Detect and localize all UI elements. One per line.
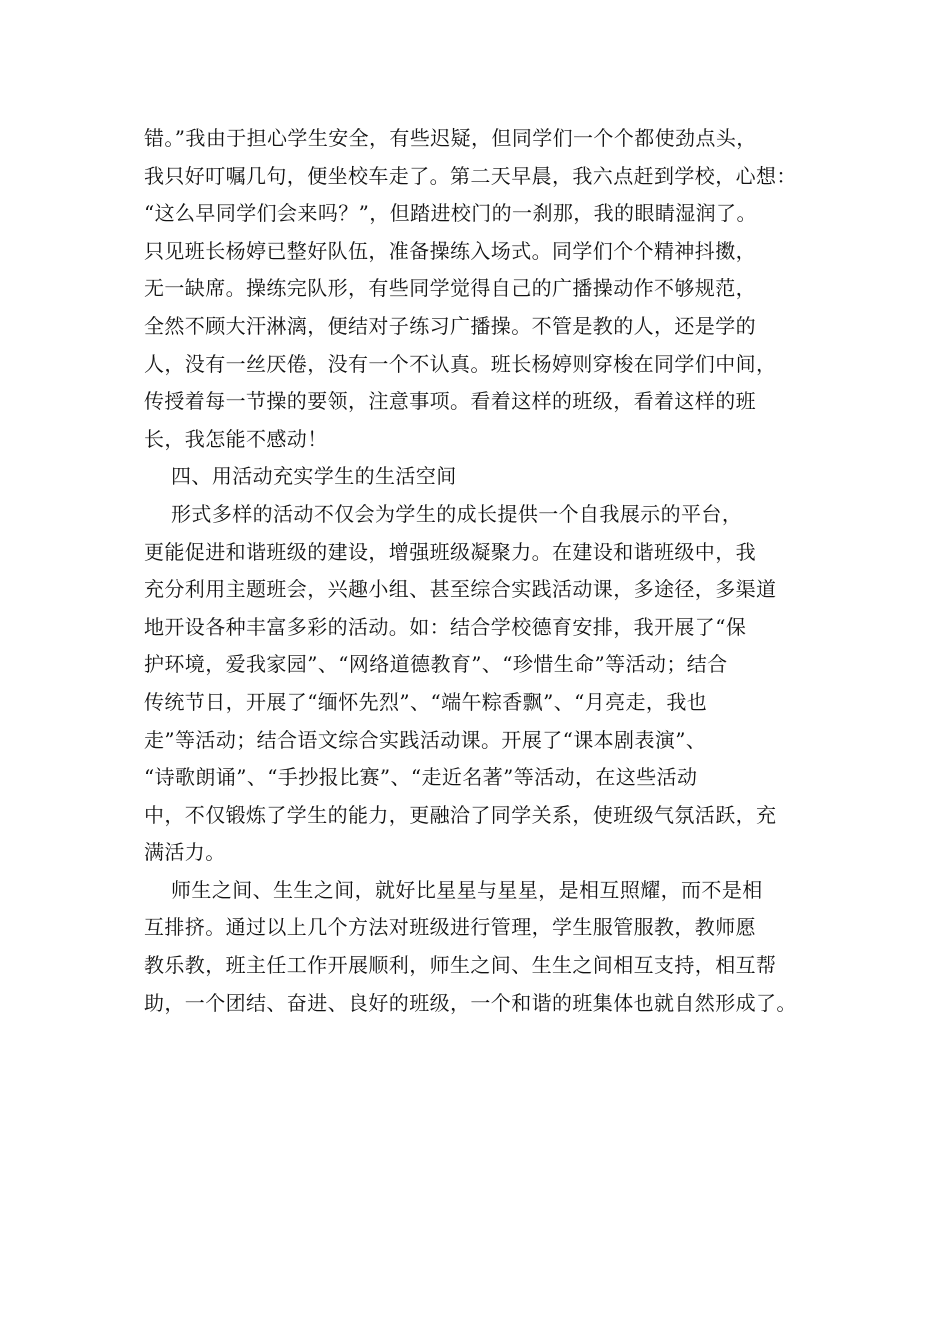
text-line: 长，我怎能不感动！: [144, 426, 328, 451]
text-line: 形式多样的活动不仅会为学生的成长提供一个自我展示的平台，: [144, 501, 743, 526]
text-line: “诗歌朗诵”、“手抄报比赛”、“走近名著”等活动，在这些活动: [144, 765, 698, 790]
text-line: 传统节日，开展了“缅怀先烈”、“端午粽香飘”、“月亮走，我也: [144, 689, 708, 714]
text-line: 护环境，爱我家园”、“网络道德教育”、“珍惜生命”等活动；结合: [144, 652, 728, 677]
text-line: 师生之间、生生之间，就好比星星与星星，是相互照耀，而不是相: [144, 877, 763, 902]
text-line: 教乐教，班主任工作开展顺利，师生之间、生生之间相互支持，相互帮: [144, 953, 777, 978]
text-line: 充分利用主题班会，兴趣小组、甚至综合实践活动课，多途径，多渠道: [144, 577, 777, 602]
text-line: 中，不仅锻炼了学生的能力，更融洽了同学关系，使班级气氛活跃，充: [144, 802, 777, 827]
text-line: 走”等活动；结合语文综合实践活动课。开展了“课本剧表演”、: [144, 727, 707, 752]
text-line: 满活力。: [144, 840, 226, 865]
text-line: 无一缺席。操练完队形，有些同学觉得自己的广播操动作不够规范，: [144, 276, 756, 301]
text-line: 互排挤。通过以上几个方法对班级进行管理，学生服管服教，教师愿: [144, 915, 756, 940]
text-line: 错。”我由于担心学生安全，有些迟疑，但同学们一个个都使劲点头，: [144, 126, 757, 150]
text-line: 更能促进和谐班级的建设，增强班级凝聚力。在建设和谐班级中，我: [144, 539, 756, 564]
text-line: 人，没有一丝厌倦，没有一个不认真。班长杨婷则穿梭在同学们中间，: [144, 351, 777, 376]
text-line: 助，一个团结、奋进、良好的班级，一个和谐的班集体也就自然形成了。: [144, 990, 797, 1015]
document-body: [144, 120, 824, 1022]
text-line: 地开设各种丰富多彩的活动。如：结合学校德育安排，我开展了“保: [144, 614, 747, 639]
text-line: 四、用活动充实学生的生活空间: [144, 464, 457, 489]
text-line: 我只好叮嘱几句，便坐校车走了。第二天早晨，我六点赶到学校，心想：: [144, 163, 797, 188]
text-line: 全然不顾大汗淋漓，便结对子练习广播操。不管是教的人，还是学的: [144, 313, 756, 338]
text-line: 传授着每一节操的要领，注意事项。看着这样的班级，看着这样的班: [144, 389, 756, 414]
text-line: 只见班长杨婷已整好队伍，准备操练入场式。同学们个个精神抖擞，: [144, 238, 756, 263]
text-line: “这么早同学们会来吗？”，但踏进校门的一刹那，我的眼睛湿润了。: [144, 201, 757, 226]
